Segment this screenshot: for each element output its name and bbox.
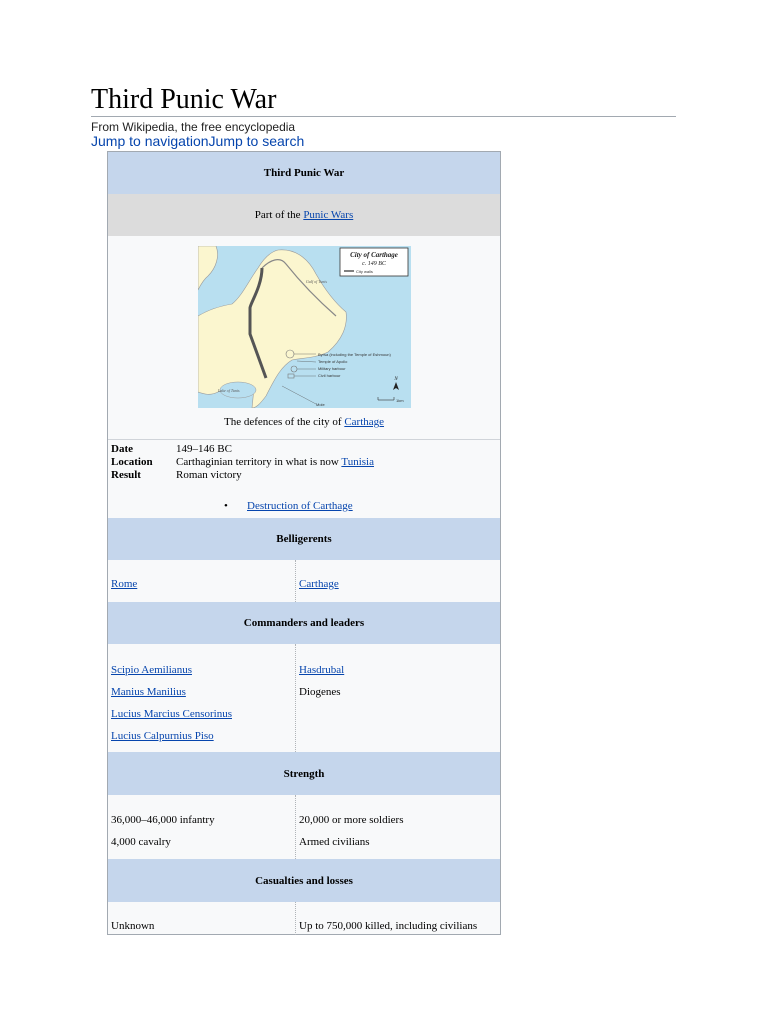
infobox-part-of bbox=[108, 194, 500, 236]
map-label-civil-harbour: Civil harbour bbox=[318, 373, 341, 378]
title-divider bbox=[91, 116, 676, 117]
carthage-map[interactable] bbox=[198, 246, 411, 408]
belligerents-left bbox=[108, 560, 296, 602]
military-harbour-marker bbox=[291, 366, 297, 372]
punic-wars-link[interactable]: Punic Wars bbox=[303, 209, 354, 221]
commanders-row bbox=[108, 644, 500, 752]
strength-infantry: 36,000–46,000 infantry bbox=[111, 814, 215, 826]
commander-link-piso[interactable]: Lucius Calpurnius Piso bbox=[111, 730, 214, 742]
commanders-left bbox=[108, 644, 296, 752]
map-caption bbox=[108, 416, 500, 428]
bullet-icon: • bbox=[224, 500, 228, 512]
map-label-military-harbour: Military harbour bbox=[318, 366, 346, 371]
jump-to-navigation-link[interactable]: Jump to navigation bbox=[91, 133, 209, 149]
strength-cavalry: 4,000 cavalry bbox=[111, 836, 171, 848]
casualties-right bbox=[296, 902, 500, 935]
caption-prefix: The defences of the city of bbox=[223, 416, 345, 428]
map-label-byrsa: Byrsa (including the Temple of Eshmoun) bbox=[318, 352, 391, 357]
strength-civilians: Armed civilians bbox=[299, 836, 370, 848]
location-value bbox=[176, 456, 374, 468]
casualties-left bbox=[108, 902, 296, 935]
belligerents-header: Belligerents bbox=[108, 518, 500, 560]
map-label-apollo: Temple of Apollo bbox=[318, 359, 348, 364]
map-label-lake: Lake of Tunis bbox=[218, 388, 240, 393]
casualties-header: Casualties and losses bbox=[108, 859, 500, 902]
infobox-title: Third Punic War bbox=[108, 152, 500, 194]
casualties-carthage: Up to 750,000 killed, including civilians bbox=[299, 920, 478, 932]
destruction-of-carthage-link[interactable]: Destruction of Carthage bbox=[247, 500, 353, 512]
commanders-header: Commanders and leaders bbox=[108, 602, 500, 644]
commander-link-scipio[interactable]: Scipio Aemilianus bbox=[111, 664, 192, 676]
location-label: Location bbox=[111, 456, 153, 468]
strength-header: Strength bbox=[108, 752, 500, 795]
infobox bbox=[107, 151, 501, 935]
strength-row bbox=[108, 795, 500, 859]
map-label-mole: Mole bbox=[316, 402, 325, 407]
casualties-row bbox=[108, 902, 500, 935]
carthage-link[interactable]: Carthage bbox=[299, 578, 339, 590]
map-label-gulf: Gulf of Tunis bbox=[306, 279, 327, 284]
commander-link-manilius[interactable]: Manius Manilius bbox=[111, 686, 186, 698]
page-title: Third Punic War bbox=[91, 84, 277, 115]
map-legend-walls: City walls bbox=[356, 269, 373, 274]
date-label: Date bbox=[111, 443, 133, 455]
infobox-facts bbox=[108, 439, 500, 518]
commanders-right bbox=[296, 644, 500, 752]
jump-links bbox=[91, 133, 304, 149]
map-legend-subtitle: c. 149 BC bbox=[362, 261, 386, 267]
strength-soldiers: 20,000 or more soldiers bbox=[299, 814, 404, 826]
map-legend-title: City of Carthage bbox=[350, 251, 398, 259]
hasdrubal-link[interactable]: Hasdrubal bbox=[299, 664, 345, 676]
strength-left bbox=[108, 795, 296, 859]
commander-diogenes: Diogenes bbox=[299, 686, 341, 698]
part-of-prefix: Part of the bbox=[254, 209, 304, 221]
rome-link[interactable]: Rome bbox=[111, 578, 138, 590]
result-value: Roman victory bbox=[176, 469, 242, 481]
tunisia-link[interactable]: Tunisia bbox=[341, 456, 374, 468]
strength-right bbox=[296, 795, 500, 859]
location-text: Carthaginian territory in what is now bbox=[176, 456, 342, 468]
date-value: 149–146 BC bbox=[176, 443, 232, 455]
civil-harbour-marker bbox=[288, 374, 294, 378]
infobox-image-row bbox=[108, 236, 500, 439]
north-arrow-label: N bbox=[394, 377, 398, 382]
casualties-rome: Unknown bbox=[111, 920, 155, 932]
belligerents-row bbox=[108, 560, 500, 602]
commander-link-censorinus[interactable]: Lucius Marcius Censorinus bbox=[111, 708, 232, 720]
tagline: From Wikipedia, the free encyclopedia bbox=[91, 120, 296, 134]
belligerents-right bbox=[296, 560, 500, 602]
byrsa-marker bbox=[286, 350, 294, 358]
jump-to-search-link[interactable]: Jump to search bbox=[208, 133, 305, 149]
carthage-caption-link[interactable]: Carthage bbox=[344, 416, 385, 428]
result-label: Result bbox=[111, 469, 141, 481]
scale-bar-label: 1km bbox=[396, 398, 404, 403]
